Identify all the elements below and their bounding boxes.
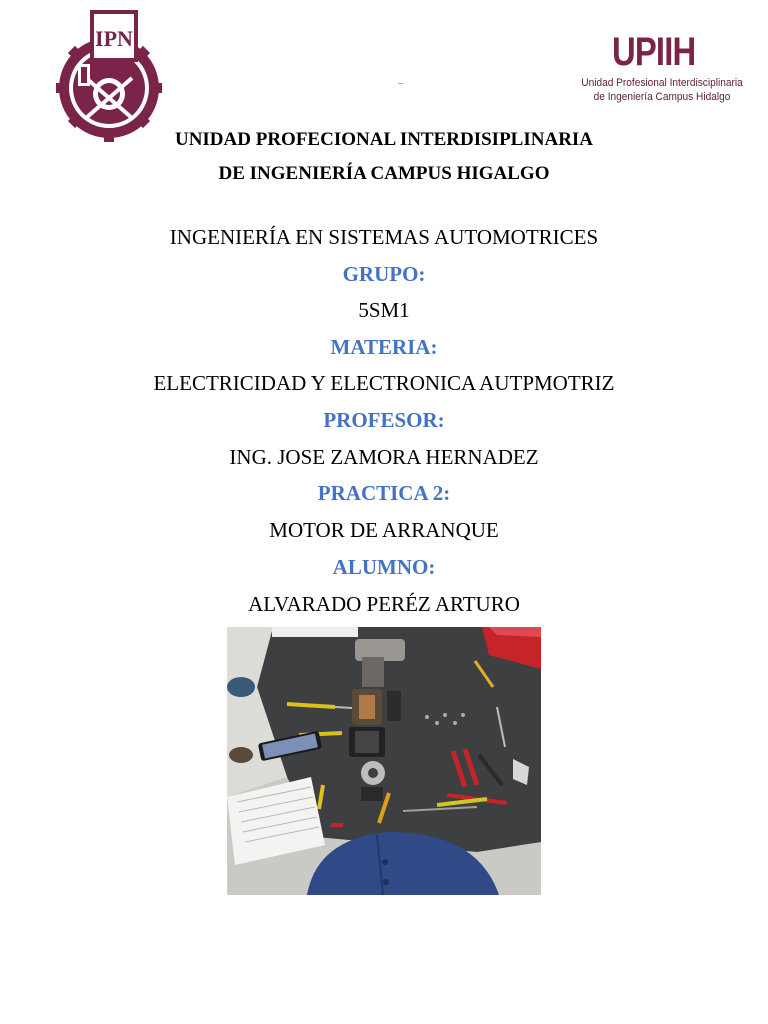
ipn-logo (56, 8, 162, 148)
upiih-logo-subtitle (579, 76, 745, 104)
institution-line2: DE INGENIERÍA CAMPUS HIGALGO (218, 163, 550, 184)
group-value: 5SM1 (358, 298, 410, 322)
group-label: GRUPO: (342, 262, 426, 286)
ipn-logo-text: IPN (95, 26, 133, 51)
professor-value: ING. JOSE ZAMORA HERNADEZ (229, 445, 539, 469)
upiih-logo (568, 30, 748, 114)
practice-label: PRACTICA 2: (317, 481, 451, 505)
student-value: ALVARADO PERÉZ ARTURO (248, 592, 520, 616)
upiih-subtitle-line1: Unidad Profesional Interdisciplinaria (581, 77, 743, 89)
practice-value: MOTOR DE ARRANQUE (269, 518, 499, 542)
student-label: ALUMNO: (332, 555, 436, 579)
professor-label: PROFESOR: (323, 408, 445, 432)
subject-value: ELECTRICIDAD Y ELECTRONICA AUTPMOTRIZ (153, 371, 615, 395)
institution-line1: UNIDAD PROFECIONAL INTERDISIPLINARIA (174, 129, 594, 150)
header-mark: – (398, 78, 403, 89)
subject-label: MATERIA: (330, 335, 438, 359)
upiih-logo-title: UPIIH (612, 30, 696, 74)
upiih-subtitle-line2: de Ingeniería Campus Hidalgo (593, 91, 731, 103)
career-title: INGENIERÍA EN SISTEMAS AUTOMOTRICES (169, 225, 599, 249)
starter-motor-photo (227, 627, 541, 895)
